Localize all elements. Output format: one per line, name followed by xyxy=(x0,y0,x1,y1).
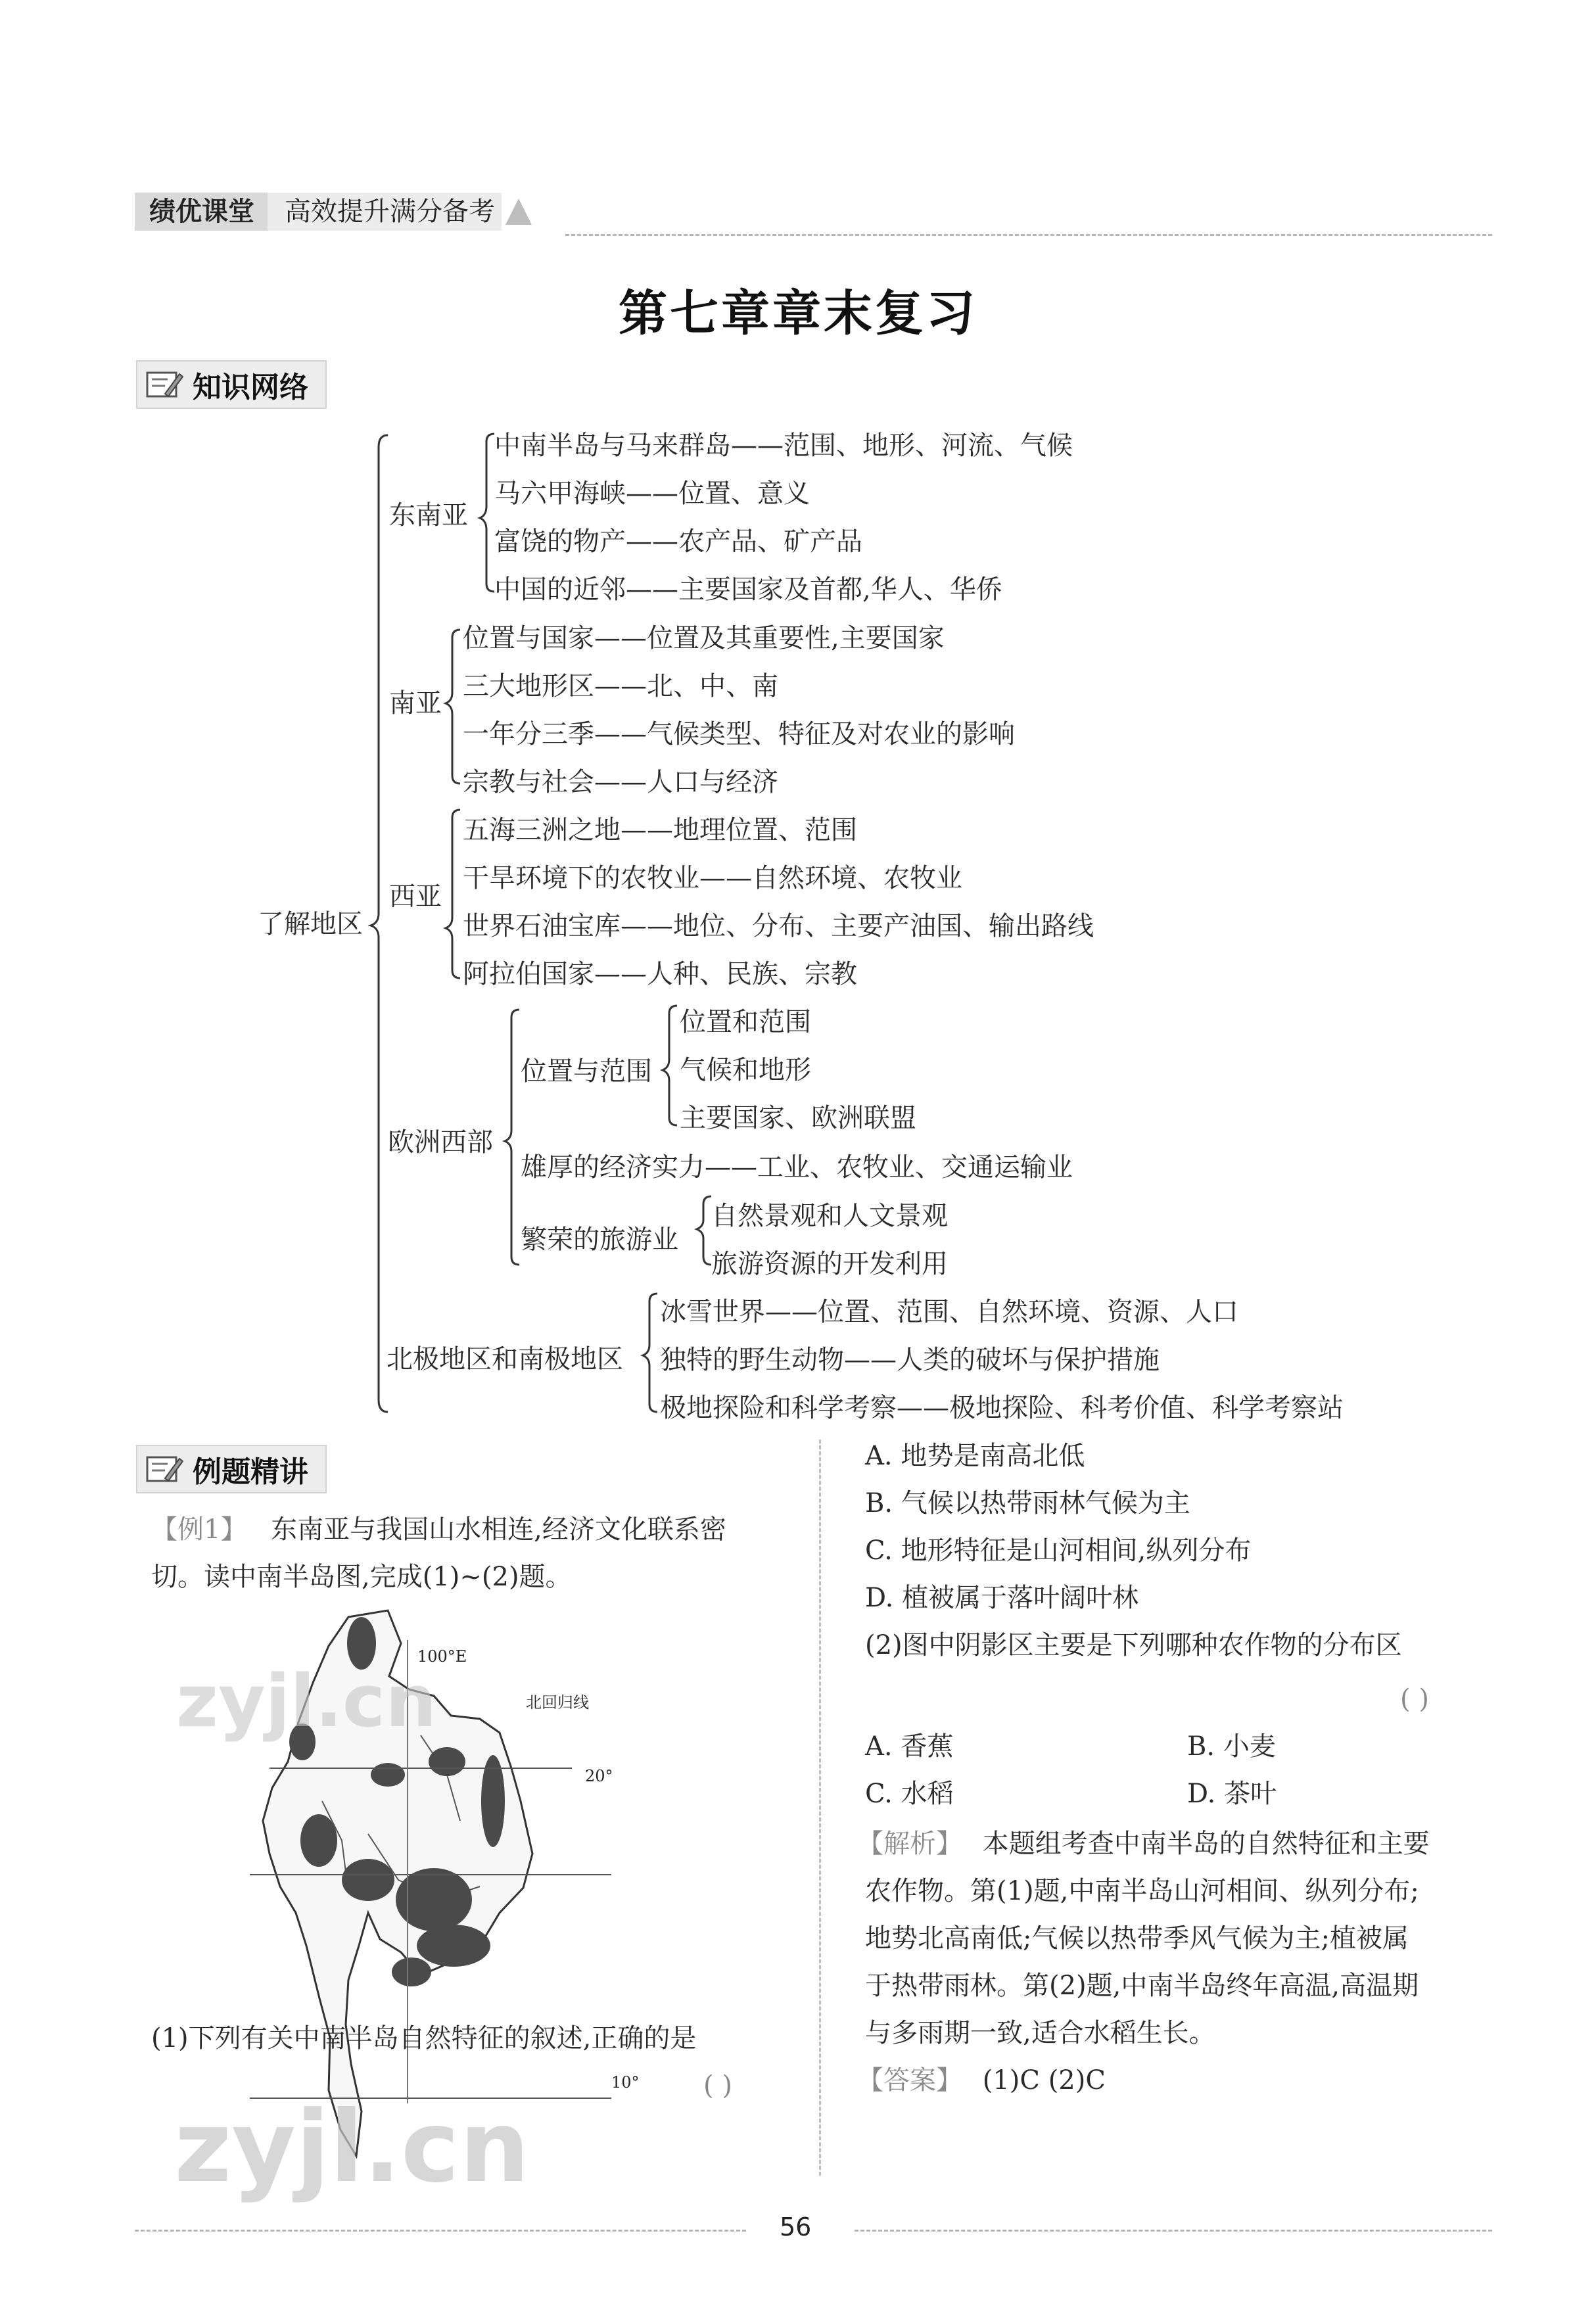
analysis-text: 地势北高南低;气候以热带季风气候为主;植被属 xyxy=(865,1923,1409,1954)
tree-item: 冰雪世界——位置、范围、自然环境、资源、人口 xyxy=(660,1297,1238,1327)
header-brand: 绩优课堂 xyxy=(135,193,268,231)
tree-root: 了解地区 xyxy=(258,909,363,939)
answer-bracket: ( ) xyxy=(703,2071,732,2101)
footer-divider-left xyxy=(135,2230,746,2232)
answer-bracket: ( ) xyxy=(1400,1684,1429,1714)
tree-region-west-asia: 西亚 xyxy=(389,881,442,912)
example-tag: 【例1】 xyxy=(151,1514,247,1545)
tree-item: 世界石油宝库——地位、分布、主要产油国、输出路线 xyxy=(463,911,1094,941)
tree-item: 雄厚的经济实力——工业、农牧业、交通运输业 xyxy=(521,1152,1073,1183)
option-item: C. 地形特征是山河相间,纵列分布 xyxy=(865,1536,1252,1566)
tree-item: 旅游资源的开发利用 xyxy=(711,1249,948,1279)
tree-item: 一年分三季——气候类型、特征及对农业的影响 xyxy=(463,719,1015,749)
footer-divider-right xyxy=(855,2230,1492,2232)
tree-item: 极地探险和科学考察——极地探险、科考价值、科学考察站 xyxy=(660,1393,1344,1423)
analysis-text: 与多雨期一致,适合水稻生长。 xyxy=(865,2018,1215,2048)
tree-item: 中南半岛与马来群岛——范围、地形、河流、气候 xyxy=(494,431,1073,461)
option-item: C. 水稻 xyxy=(865,1779,954,1809)
section-title: 例题精讲 xyxy=(193,1455,308,1489)
tree-item: 气候和地形 xyxy=(680,1055,811,1085)
tree-item: 宗教与社会——人口与经济 xyxy=(463,767,778,797)
tree-region-south-asia: 南亚 xyxy=(389,688,442,718)
tree-item: 中国的近邻——主要国家及首都,华人、华侨 xyxy=(494,574,1002,605)
watermark: zyjl.cn xyxy=(174,2090,530,2205)
watermark: zyjl.cn xyxy=(176,1659,437,1743)
tree-item: 干旱环境下的农牧业——自然环境、农牧业 xyxy=(463,863,962,893)
option-item: B. 小麦 xyxy=(1187,1731,1276,1762)
analysis-text: 本题组考查中南半岛的自然特征和主要 xyxy=(982,1829,1430,1859)
section-example xyxy=(136,1445,327,1493)
pencil-note-icon xyxy=(145,1453,183,1485)
column-divider xyxy=(819,1440,821,2176)
example-stem: 东南亚与我国山水相连,经济文化联系密 xyxy=(271,1514,726,1545)
tree-region-western-europe: 欧洲西部 xyxy=(388,1127,493,1158)
analysis-text: 农作物。第(1)题,中南半岛山河相间、纵列分布; xyxy=(865,1876,1419,1906)
option-item: B. 气候以热带雨林气候为主 xyxy=(865,1488,1190,1518)
tree-item: 位置与国家——位置及其重要性,主要国家 xyxy=(463,623,945,653)
option-item: A. 地势是南高北低 xyxy=(865,1441,1085,1471)
answer-text: (1)C (2)C xyxy=(982,2065,1106,2096)
tree-item: 三大地形区——北、中、南 xyxy=(463,671,778,701)
tree-subregion: 繁荣的旅游业 xyxy=(521,1225,678,1255)
map-label-lat20: 20° xyxy=(585,1767,613,1785)
answer-tag: 【答案】 xyxy=(857,2065,962,2096)
page-title: 第七章章末复习 xyxy=(619,285,977,342)
tree-item: 主要国家、欧洲联盟 xyxy=(680,1103,916,1133)
map-label-lon: 100°E xyxy=(417,1647,467,1666)
tree-item: 位置和范围 xyxy=(680,1007,811,1037)
analysis-text: 于热带雨林。第(2)题,中南半岛终年高温,高温期 xyxy=(865,1971,1419,2001)
example-stem-line2: 切。读中南半岛图,完成(1)~(2)题。 xyxy=(151,1562,572,1592)
tree-region-polar: 北极地区和南极地区 xyxy=(387,1344,623,1374)
tree-item: 自然景观和人文景观 xyxy=(711,1201,948,1231)
section-title: 知识网络 xyxy=(193,371,308,404)
option-item: A. 香蕉 xyxy=(865,1731,954,1762)
tree-subregion: 位置与范围 xyxy=(521,1056,652,1087)
question-2: (2)图中阴影区主要是下列哪种农作物的分布区 xyxy=(865,1630,1402,1660)
map-label-lat10: 10° xyxy=(611,2073,640,2092)
analysis-tag: 【解析】 xyxy=(857,1829,962,1859)
tree-item: 五海三洲之地——地理位置、范围 xyxy=(463,815,857,845)
header-slogan: 高效提升满分备考 xyxy=(268,193,502,231)
tree-item: 富饶的物产——农产品、矿产品 xyxy=(494,527,862,557)
tree-item: 阿拉伯国家——人种、民族、宗教 xyxy=(463,959,857,989)
option-item: D. 植被属于落叶阔叶林 xyxy=(865,1583,1139,1613)
option-item: D. 茶叶 xyxy=(1187,1779,1277,1809)
question-1: (1)下列有关中南半岛自然特征的叙述,正确的是 xyxy=(151,2023,697,2053)
map-label-tropic: 北回归线 xyxy=(526,1693,589,1712)
example-stem-line1 xyxy=(151,1513,726,1546)
tree-item: 独特的野生动物——人类的破坏与保护措施 xyxy=(660,1345,1160,1375)
tree-item: 马六甲海峡——位置、意义 xyxy=(494,479,810,509)
analysis-line1 xyxy=(857,1827,1430,1860)
answer-line xyxy=(857,2064,1106,2097)
page-number: 56 xyxy=(780,2213,812,2241)
tree-region-southeast-asia: 东南亚 xyxy=(389,500,468,530)
